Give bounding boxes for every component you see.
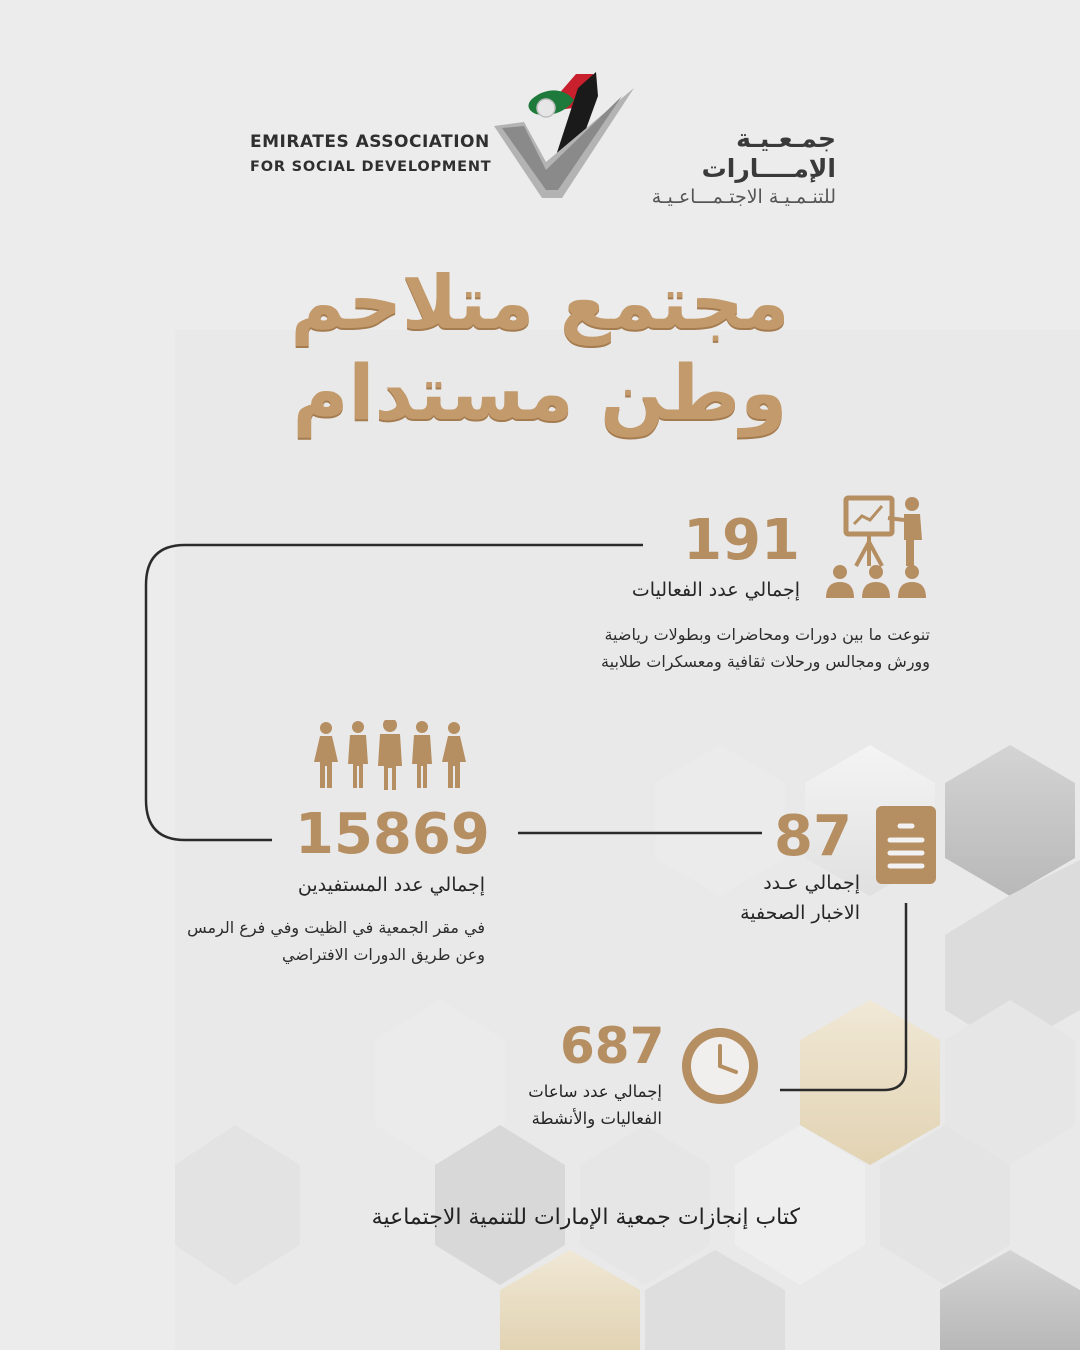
beneficiaries-label: إجمالي عدد المستفيدين [297, 874, 485, 896]
hours-label-line2: الفعاليات والأنشطة [531, 1109, 662, 1128]
document-icon [876, 806, 936, 884]
org-name-en-line1: EMIRATES ASSOCIATION [250, 132, 490, 152]
headline-title-line2: وطن مستدام [292, 348, 788, 437]
connector-press-hours [780, 903, 906, 1090]
events-description-line1: تنوعت ما بين دورات ومحاضرات وبطولات رياضية [604, 625, 930, 644]
headline-title-line1: مجتمع متلاحم [290, 260, 790, 346]
press-count: 87 [774, 804, 852, 869]
events-description-line2: وورش ومجالس ورحلات ثقافية ومعسكرات طلابية [601, 652, 930, 671]
footer-caption: كتاب إنجازات جمعية الإمارات للتنمية الاجتماعية [371, 1205, 800, 1230]
hours-count: 687 [560, 1017, 665, 1075]
events-label: إجمالي عدد الفعاليات [631, 579, 800, 601]
events-count: 191 [683, 508, 800, 573]
presentation-icon [824, 494, 932, 600]
press-label-line1: إجمالي عـدد [763, 872, 860, 894]
beneficiaries-description-line2: وعن طريق الدورات الافتراضي [282, 945, 485, 964]
org-name-english [250, 131, 491, 181]
org-name-ar-line2: للتنـمـيـة الاجتـمـــاعـيـة [651, 186, 836, 208]
people-icon [310, 720, 470, 792]
hours-label [470, 1078, 662, 1132]
org-name-en-line2: FOR SOCIAL DEVELOPMENT [250, 159, 492, 175]
beneficiaries-description-line1: في مقر الجمعية في الظيت وفي فرع الرمس [187, 918, 485, 937]
beneficiaries-count: 15869 [295, 802, 490, 867]
beneficiaries-description [120, 914, 485, 968]
press-label-line2: الاخبار الصحفية [740, 902, 860, 924]
org-name-ar-line1: جمـعـيـة الإمــــارات [701, 124, 836, 183]
org-name-arabic [600, 124, 836, 210]
press-label [660, 868, 860, 928]
hours-label-line1: إجمالي عدد ساعات [528, 1082, 662, 1101]
events-description [520, 621, 930, 675]
clock-icon [678, 1024, 762, 1108]
